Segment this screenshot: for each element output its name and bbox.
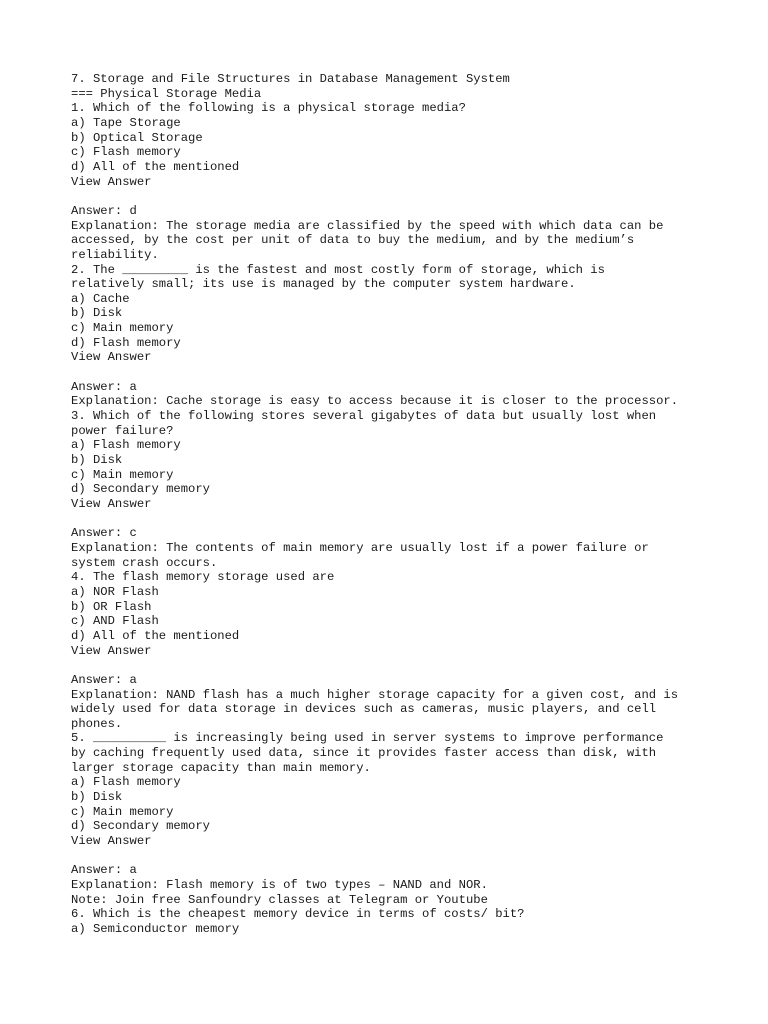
q4-option-d: d) All of the mentioned <box>71 628 240 643</box>
q3-explanation-line: Explanation: The contents of main memory are usually lost if a power failure or <box>71 540 649 555</box>
q3-explanation-line: system crash occurs. <box>71 555 218 570</box>
q3-option-c: c) Main memory <box>71 467 174 482</box>
q4-view-answer: View Answer <box>71 643 152 658</box>
question-2: 2. The _________ is the fastest and most costly form of storage, which is <box>71 262 605 277</box>
document-text <box>71 72 751 937</box>
q3-option-b: b) Disk <box>71 453 123 468</box>
blank-line <box>71 849 751 864</box>
q5-option-b: b) Disk <box>71 790 123 805</box>
question-2-cont: relatively small; its use is managed by the computer system hardware. <box>71 277 576 292</box>
promo-note: Note: Join free Sanfoundry classes at Telegram or Youtube <box>71 892 488 907</box>
blank-line <box>71 512 751 527</box>
blank-line <box>71 365 751 380</box>
q5-view-answer: View Answer <box>71 834 152 849</box>
question-3: 3. Which of the following stores several gigabytes of data but usually lost when <box>71 409 657 424</box>
document-title: 7. Storage and File Structures in Database Management System <box>71 72 510 86</box>
q3-option-a: a) Flash memory <box>71 438 181 453</box>
question-5-cont: larger storage capacity than main memory. <box>71 760 371 775</box>
q2-explanation-line: Explanation: Cache storage is easy to access because it is closer to the processor. <box>71 394 679 409</box>
q2-option-b: b) Disk <box>71 306 123 321</box>
q3-option-d: d) Secondary memory <box>71 482 210 497</box>
question-5: 5. __________ is increasingly being used in server systems to improve performance <box>71 731 664 746</box>
q5-option-a: a) Flash memory <box>71 775 181 790</box>
q1-explanation-line: accessed, by the cost per unit of data to buy the medium, and by the medium’s <box>71 233 635 248</box>
question-5-cont: by caching frequently used data, since it provides faster access than disk, with <box>71 746 657 761</box>
q4-option-c: c) AND Flash <box>71 614 159 629</box>
q5-option-c: c) Main memory <box>71 804 174 819</box>
q1-explanation-line: Explanation: The storage media are classified by the speed with which data can be <box>71 218 664 233</box>
q1-option-a: a) Tape Storage <box>71 115 181 130</box>
q5-answer: Answer: a <box>71 863 137 878</box>
section-heading: === Physical Storage Media <box>71 86 262 101</box>
question-6: 6. Which is the cheapest memory device in terms of costs/ bit? <box>71 907 525 922</box>
q6-option-a: a) Semiconductor memory <box>71 921 240 936</box>
q4-answer: Answer: a <box>71 672 137 687</box>
q2-view-answer: View Answer <box>71 350 152 365</box>
q4-explanation-line: phones. <box>71 716 123 731</box>
q2-option-a: a) Cache <box>71 291 130 306</box>
blank-line <box>71 189 751 204</box>
q1-option-b: b) Optical Storage <box>71 130 203 145</box>
q1-option-d: d) All of the mentioned <box>71 159 240 174</box>
q3-view-answer: View Answer <box>71 497 152 511</box>
q1-answer: Answer: d <box>71 203 137 218</box>
q2-option-c: c) Main memory <box>71 321 174 336</box>
q5-explanation-line: Explanation: Flash memory is of two types – NAND and NOR. <box>71 878 488 893</box>
question-1: 1. Which of the following is a physical storage media? <box>71 101 466 116</box>
q4-explanation-line: Explanation: NAND flash has a much higher storage capacity for a given cost, and is <box>71 687 679 702</box>
q1-explanation-line: reliability. <box>71 247 159 262</box>
q1-option-c: c) Flash memory <box>71 145 181 160</box>
question-3-cont: power failure? <box>71 423 174 438</box>
q1-view-answer: View Answer <box>71 174 152 189</box>
q5-option-d: d) Secondary memory <box>71 819 210 834</box>
q4-option-b: b) OR Flash <box>71 599 152 614</box>
blank-line <box>71 658 751 673</box>
q4-option-a: a) NOR Flash <box>71 584 159 599</box>
q4-explanation-line: widely used for data storage in devices such as cameras, music players, and cell <box>71 702 657 717</box>
question-4: 4. The flash memory storage used are <box>71 570 335 585</box>
q3-answer: Answer: c <box>71 526 137 541</box>
q2-answer: Answer: a <box>71 379 137 394</box>
q2-option-d: d) Flash memory <box>71 335 181 350</box>
